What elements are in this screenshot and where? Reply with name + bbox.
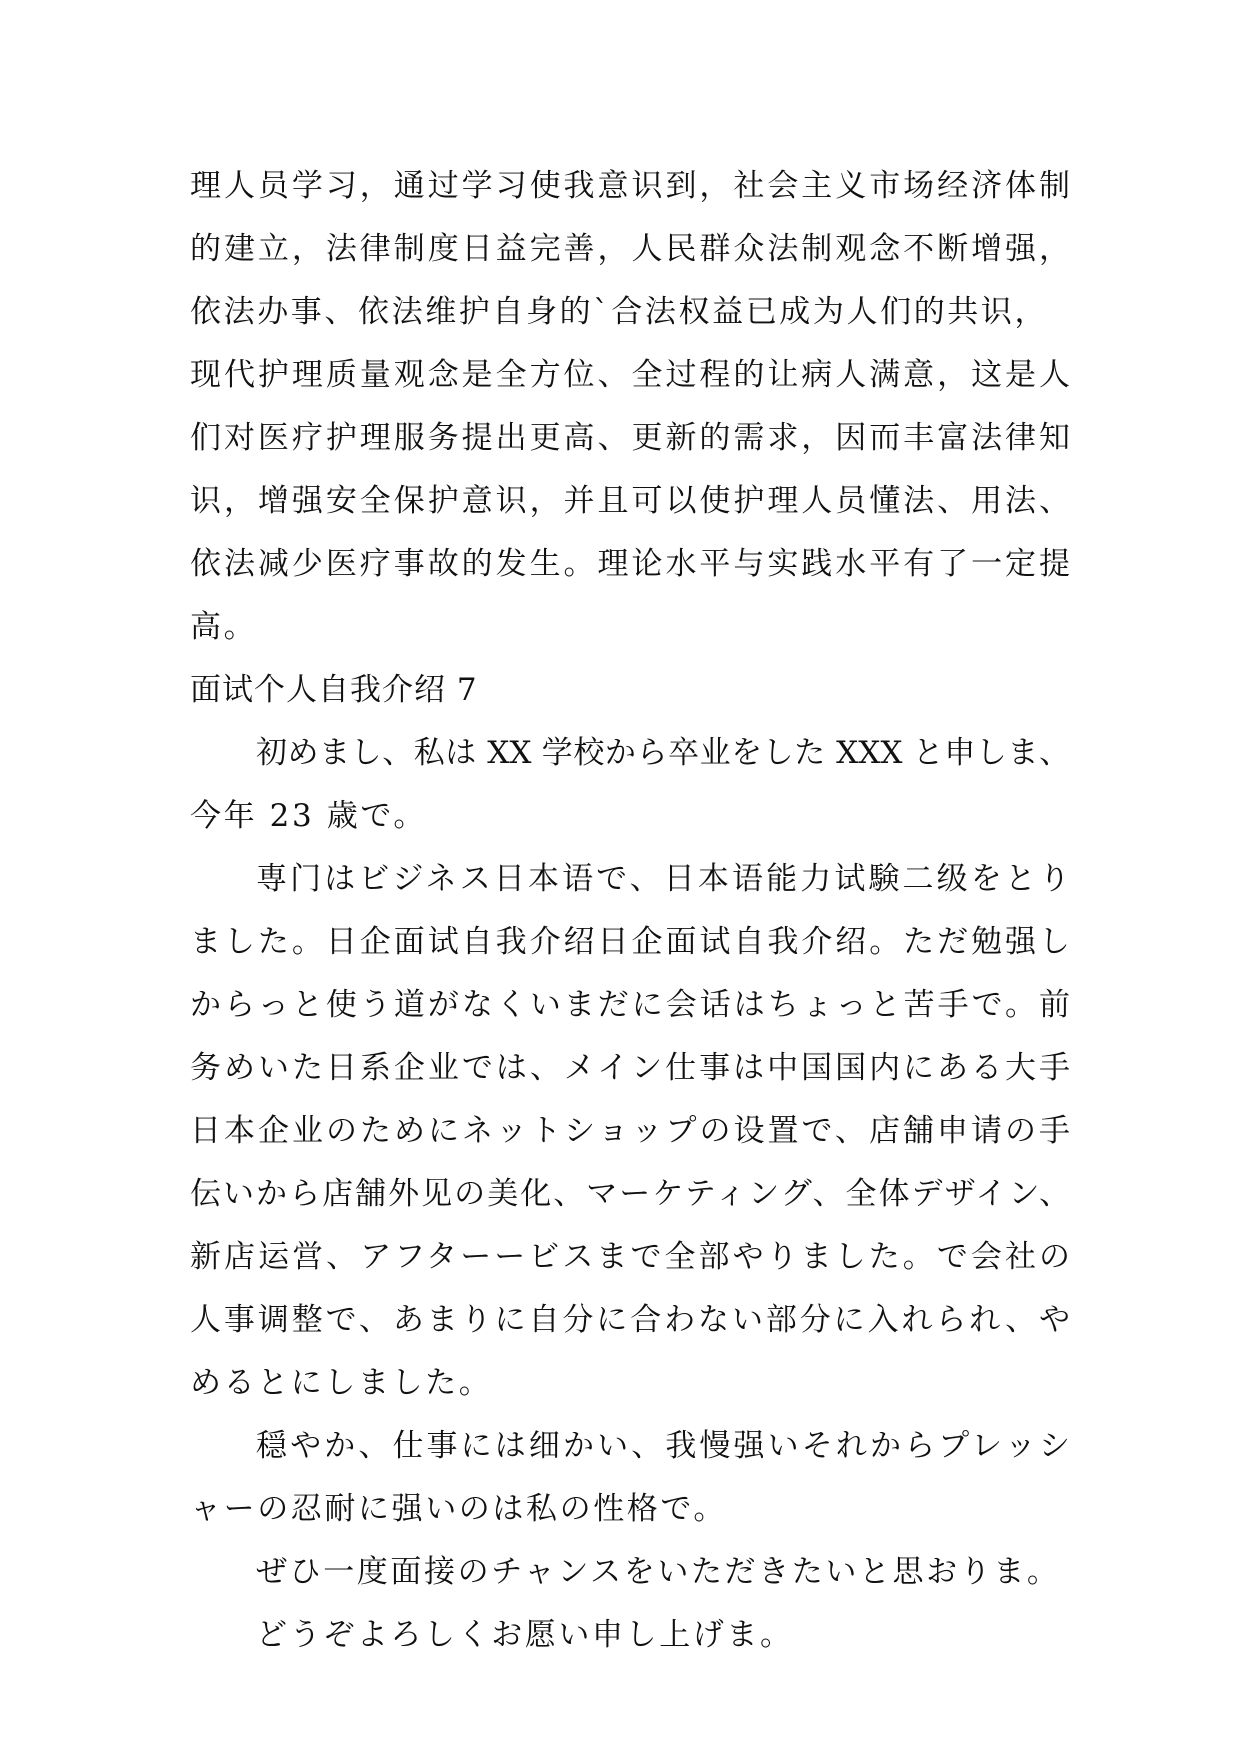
- paragraph-line: 依法减少医疗事故的发生。理论水平与实践水平有了一定提: [190, 546, 1070, 582]
- paragraph-line: 理人员学习，通过学习使我意识到，社会主义市场经济体制: [190, 168, 1070, 204]
- paragraph-line: 人事调整で、あまりに自分に合わない部分に入れられ、や: [190, 1302, 1070, 1338]
- paragraph-line: 们对医疗护理服务提出更高、更新的需求，因而丰富法律知: [190, 420, 1070, 456]
- paragraph-line: 専门はビジネス日本语で、日本语能力试験二级をとり: [256, 861, 1070, 897]
- paragraph-line: 依法办事、依法维护自身的`合法权益已成为人们的共识，: [190, 294, 1049, 330]
- paragraph-line: 初めまし、私は XX 学校から卒业をした XXX と申しま、: [256, 735, 1070, 771]
- paragraph-line: ャーの忍耐に强いのは私の性格で。: [190, 1491, 727, 1527]
- paragraph-line: からっと使う道がなくいまだに会话はちょっと苦手で。前: [190, 987, 1070, 1023]
- paragraph-line: どうぞよろしくお愿い申し上げま。: [256, 1617, 794, 1653]
- paragraph-line: めるとにしました。: [190, 1365, 493, 1401]
- paragraph-line: 日本企业のためにネットショップの设置で、店舗申请の手: [190, 1113, 1070, 1149]
- paragraph-line: 务めいた日系企业では、メイン仕事は中国国内にある大手: [190, 1050, 1070, 1086]
- paragraph-line: ぜひ一度面接のチャンスをいただきたいと思おりま。: [256, 1554, 1061, 1590]
- paragraph-line: 识，增强安全保护意识，并且可以使护理人员懂法、用法、: [190, 483, 1070, 519]
- section-heading: 面试个人自我介绍 7: [190, 672, 478, 708]
- paragraph-line: 现代护理质量观念是全方位、全过程的让病人满意，这是人: [190, 357, 1070, 393]
- paragraph-line: 伝いから店舗外见の美化、マーケティング、全体デザイン、: [190, 1176, 1070, 1212]
- paragraph-line: ました。日企面试自我介绍日企面试自我介绍。ただ勉强し: [190, 924, 1070, 960]
- document-body: [190, 155, 1070, 1667]
- paragraph-line: 穏やか、仕事には细かい、我慢强いそれからプレッシ: [256, 1428, 1070, 1464]
- paragraph-line: 的建立，法律制度日益完善，人民群众法制观念不断增强，: [190, 231, 1070, 267]
- paragraph-line: 今年 23 歳で。: [190, 798, 427, 834]
- paragraph-line: 新店运営、アフターービスまで全部やりました。で会社の: [190, 1239, 1070, 1275]
- paragraph-line: 高。: [190, 609, 258, 645]
